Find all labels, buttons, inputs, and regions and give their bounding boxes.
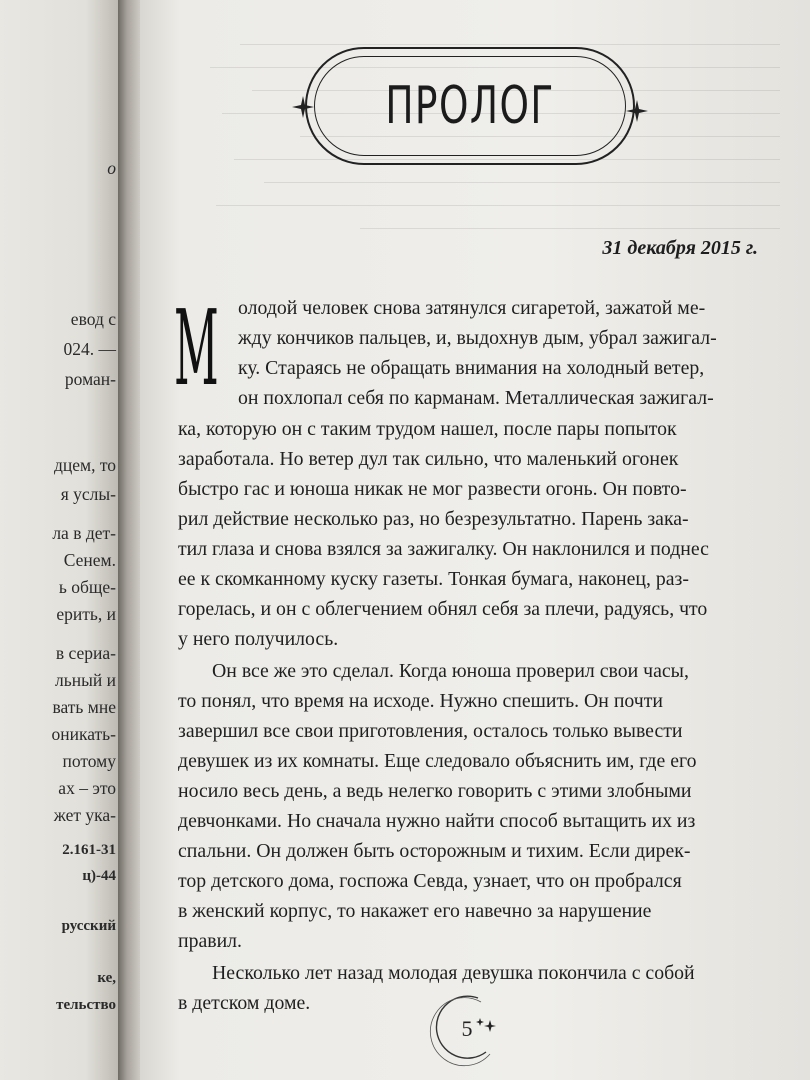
left-page-line: потому: [62, 751, 116, 771]
body-line: ка, которую он с таким трудом нашел, после пары попыток: [178, 418, 677, 440]
left-page-line: вать мне: [52, 697, 116, 717]
left-page-line: Сенем.: [63, 550, 116, 570]
page-number-ornament: [428, 990, 506, 1068]
body-line: спальни. Он должен быть осторожным и тихим. Если дирек-: [178, 840, 691, 862]
drop-cap: М: [174, 287, 219, 409]
left-page-line: я услы-: [60, 484, 116, 504]
body-line: заработала. Но ветер дул так сильно, что маленький огонек: [178, 448, 679, 470]
body-line: у него получилось.: [178, 628, 339, 650]
body-line: рил действие несколько раз, но безрезультатно. Парень зака-: [178, 508, 689, 530]
body-line: ку. Стараясь не обращать внимания на холодный ветер,: [238, 357, 705, 379]
left-page-line: ц)-44: [82, 868, 116, 884]
body-line: то понял, что время на исходе. Нужно спешить. Он почти: [178, 690, 663, 712]
right-page: [140, 0, 810, 1080]
left-page: [0, 0, 122, 1080]
body-line: в женский корпус, то накажет его навечно за нарушение: [178, 900, 652, 922]
left-page-line: ь обще-: [58, 577, 116, 597]
left-page-line: дцем, то: [53, 455, 116, 475]
body-line: жду кончиков пальцев, и, выдохнув дым, убрал зажигал-: [238, 327, 717, 349]
left-page-line: ах – это: [58, 778, 116, 798]
left-page-line: 024. —: [63, 339, 116, 359]
body-line: в детском доме.: [178, 992, 311, 1014]
body-line: ее к скомканному куску газеты. Тонкая бумага, наконец, раз-: [178, 568, 689, 590]
left-page-line: тельство: [56, 997, 116, 1013]
body-line: тор детского дома, госпожа Севда, узнает, что он пробрался: [178, 870, 682, 892]
left-page-line: евод с: [70, 309, 116, 329]
left-page-line: русский: [61, 918, 116, 934]
body-line: носило весь день, а ведь нелегко говорить с этими злобными: [178, 780, 692, 802]
left-page-line: оникать-: [51, 724, 116, 744]
page-number: 5: [461, 1016, 473, 1041]
left-page-line: роман-: [64, 369, 116, 389]
left-page-line: в сериа-: [55, 643, 116, 663]
body-line: Несколько лет назад молодая девушка покончила с собой: [212, 962, 695, 984]
body-line: Он все же это сделал. Когда юноша проверил свои часы,: [212, 660, 689, 682]
left-page-line: жет ука-: [53, 805, 116, 825]
left-page-line: ерить, и: [56, 604, 116, 624]
left-page-line: ла в дет-: [52, 523, 116, 543]
body-line: быстро гас и юноша никак не мог развести огонь. Он повто-: [178, 478, 687, 500]
body-line: девчонками. Но сначала нужно найти способ вытащить их из: [178, 810, 696, 832]
body-line: завершил все свои приготовления, осталось только вывести: [178, 720, 683, 742]
body-line: правил.: [178, 930, 242, 952]
left-page-line: 2.161-31: [62, 842, 116, 858]
body-line: олодой человек снова затянулся сигаретой, зажатой ме-: [238, 297, 706, 319]
chapter-title: ПРОЛОГ: [385, 76, 555, 136]
four-point-star-icon: [292, 96, 314, 118]
four-point-star-icon: [626, 100, 648, 122]
body-line: тил глаза и снова взялся за зажигалку. Он наклонился и поднес: [178, 538, 709, 560]
body-line: он похлопал себя по карманам. Металлическая зажигал-: [238, 387, 714, 409]
left-page-line: ке,: [97, 970, 116, 986]
left-page-line: о: [107, 158, 116, 178]
body-line: девушек из их комнаты. Еще следовало объяснить им, где его: [178, 750, 697, 772]
chapter-date: 31 декабря 2015 г.: [602, 237, 758, 259]
body-line: горелась, и он с облегчением обнял себя за плечи, радуясь, что: [178, 598, 708, 620]
left-page-line: льный и: [55, 670, 116, 690]
